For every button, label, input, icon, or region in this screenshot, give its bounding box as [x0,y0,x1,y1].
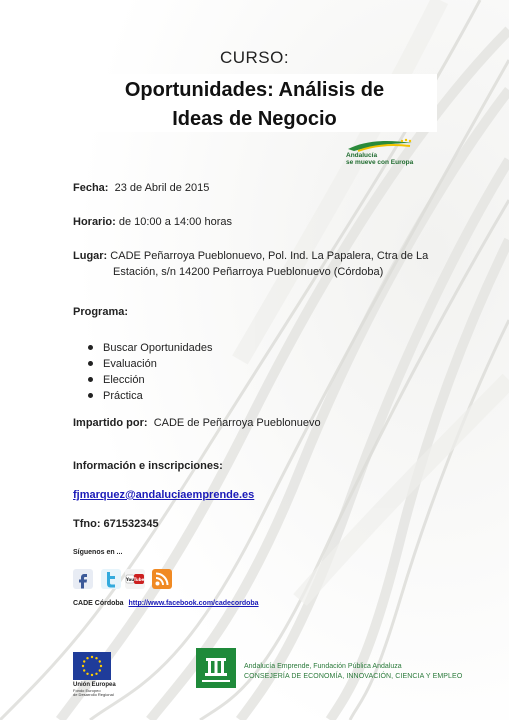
impartido-value: CADE de Peñarroya Pueblonuevo [153,417,321,429]
info-label: Información e inscripciones: [73,460,223,472]
lugar-line1: CADE Peñarroya Pueblonuevo, Pol. Ind. La Papalera, Ctra de La [110,250,429,262]
youtube-icon[interactable] [125,569,145,589]
andalucia-swoosh-icon [344,137,416,153]
phone-number: Tfno: 671532345 [73,518,159,530]
andalucia-label: Andalucía [346,152,378,159]
horario-value: de 10:00 a 14:00 horas [118,216,232,228]
siguenos-label: Síguenos en ... [73,549,123,556]
horario-row [73,216,232,228]
course-heading: CURSO: [219,48,290,67]
impartido-label: Impartido por: [73,417,148,429]
horario-label: Horario: [73,216,116,228]
consejeria-label: CONSEJERÍA DE ECONOMÍA, INNOVACIÓN, CIENCIA Y EMPLEO [244,673,463,680]
course-title-line2: Ideas de Negocio [172,108,337,130]
junta-andalucia-logo-icon [196,648,236,688]
lugar-row [73,250,428,262]
programa-item: Práctica [88,390,143,402]
course-title-line1: Oportunidades: Análisis de [124,79,385,101]
eu-fund-label-2: de Desarrollo Regional [73,692,114,697]
andalucia-slogan: se mueve con Europa [346,159,414,166]
facebook-icon[interactable] [73,569,93,589]
eu-fund-label: Fondo Europeo [73,688,101,693]
impartido-row [73,417,321,429]
cade-cordoba-row [73,600,259,607]
programa-item: Elección [88,374,145,386]
programa-label: Programa: [73,306,129,318]
fecha-row [73,182,209,194]
eu-label: Unión Europea [73,682,116,688]
fecha-value: 23 de Abril de 2015 [114,182,210,194]
programa-item: Buscar Oportunidades [88,342,212,354]
svg-text:Tube: Tube [133,577,145,582]
fecha-label: Fecha: [73,182,109,194]
svg-text:You: You [125,577,135,582]
programa-item: Evaluación [88,358,157,370]
andalucia-emprende-label: Andalucía Emprende, Fundación Pública Andaluza [244,663,402,670]
facebook-link[interactable]: http://www.facebook.com/cadecordoba [128,600,259,607]
rss-icon[interactable] [152,569,172,589]
andalucia-europa-logo [344,137,416,169]
email-link[interactable]: fjmarquez@andaluciaemprende.es [73,489,255,501]
title-box [72,74,437,132]
lugar-line2: Estación, s/n 14200 Peñarroya Pueblonuevo (Córdoba) [113,266,384,278]
twitter-icon[interactable] [101,569,121,589]
eu-flag-icon [73,652,111,680]
cade-cordoba-label: CADE Córdoba [73,600,124,607]
lugar-label: Lugar: [73,250,108,262]
